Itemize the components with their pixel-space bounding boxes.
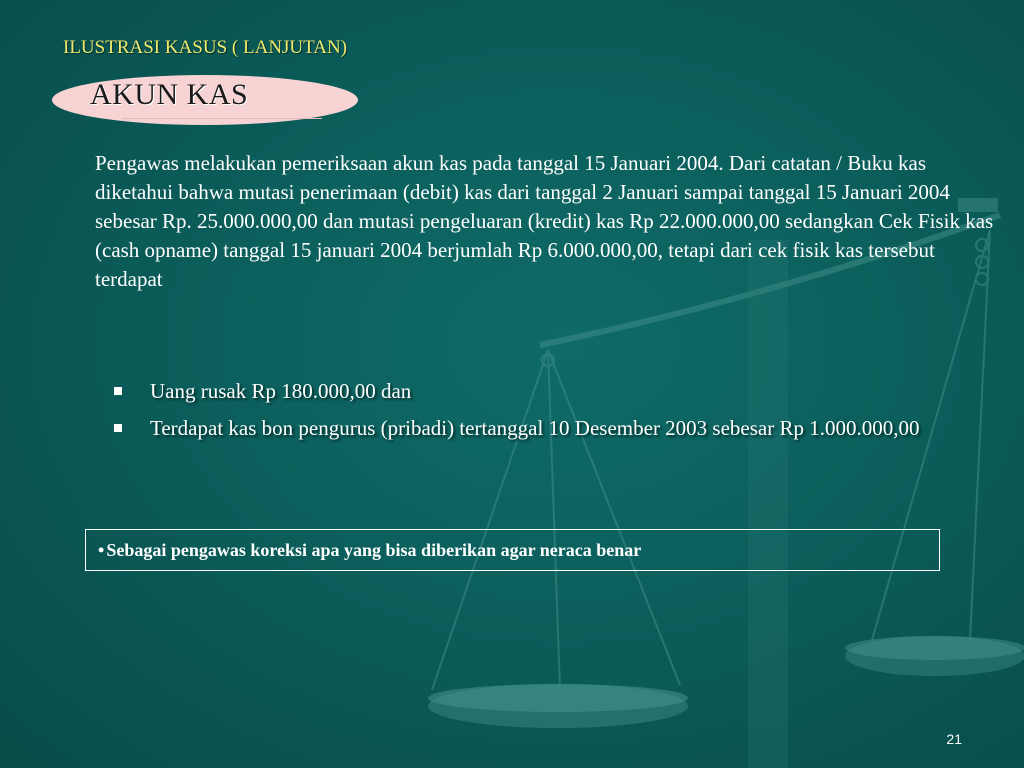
page-number: 21 — [946, 731, 962, 747]
question-text: Sebagai pengawas koreksi apa yang bisa diberikan agar neraca benar — [106, 539, 642, 560]
question-bullet: • — [98, 539, 105, 560]
case-description: Pengawas melakukan pemeriksaan akun kas pada tanggal 15 Januari 2004. Dari catatan / Buku kas diketahui bahwa mutasi penerimaan (debit) kas dari tanggal 2 Januari sampai tanggal 15 Januari 2004 sebesar Rp. 25.000.000,00 dan mutasi pengeluaran (kredit) kas Rp 22.000.000,00 sedangkan Cek Fisik kas (cash opname) tanggal 15 januari 2004 berjumlah Rp 6.000.000,00, tetapi dari cek fisik kas tersebut terdapat — [95, 151, 994, 291]
square-bullet-icon — [114, 387, 122, 395]
bullet-item — [112, 377, 932, 406]
slide-subtitle: ILUSTRASI KASUS ( LANJUTAN) — [63, 37, 348, 58]
bullet-item — [112, 414, 932, 443]
title-underline — [122, 118, 322, 119]
bullet-text: Terdapat kas bon pengurus (pribadi) tertanggal 10 Desember 2003 sebesar Rp 1.000.000,00 — [150, 416, 920, 440]
question-box — [85, 529, 940, 571]
slide-title: AKUN KAS — [90, 78, 249, 111]
square-bullet-icon — [114, 424, 122, 432]
bullet-text: Uang rusak Rp 180.000,00 dan — [150, 379, 412, 403]
bullet-list — [112, 377, 932, 451]
